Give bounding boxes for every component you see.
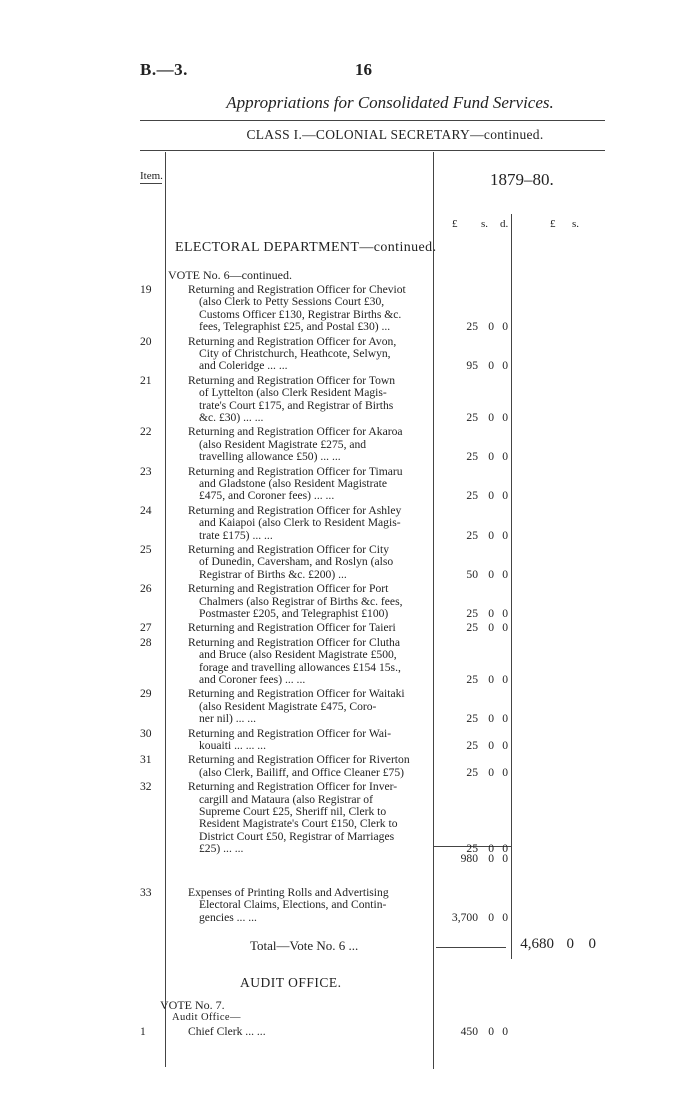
year-header: 1879–80. bbox=[490, 170, 554, 189]
class-heading: CLASS I.—COLONIAL SECRETARY—continued. bbox=[246, 127, 544, 142]
pound-header-total: £ bbox=[550, 218, 556, 230]
vote-heading: VOTE No. 6—continued. bbox=[168, 268, 292, 282]
item-description: Returning and Registration Officer for Cheviot (also Clerk to Petty Sessions Court £30, Customs Officer £130, Registrar Births &c. fees, Telegraphist £25, and Postal £30) ... bbox=[188, 283, 406, 334]
audit-office-subheading: Audit Office— bbox=[172, 1012, 241, 1023]
item-number: 31 bbox=[140, 753, 152, 767]
item-amount: 25 0 0 bbox=[466, 842, 508, 856]
title-rule bbox=[140, 120, 605, 121]
item-amount: 25 0 0 bbox=[466, 320, 508, 334]
item-amount: 3,700 0 0 bbox=[451, 910, 508, 924]
item-description: Chief Clerk ... ... bbox=[188, 1025, 266, 1038]
item-number: 21 bbox=[140, 373, 152, 387]
audit-office-heading: AUDIT OFFICE. bbox=[240, 975, 342, 990]
item-number: 32 bbox=[140, 780, 152, 794]
item-description: Returning and Registration Officer for Akaroa (also Resident Magistrate £275, and travelling allowance £50) ... ... bbox=[188, 425, 403, 464]
subtotal-amount: 980 0 0 bbox=[460, 852, 508, 865]
department-heading: ELECTORAL DEPARTMENT—continued. bbox=[175, 240, 437, 255]
pence-header: d. bbox=[500, 218, 509, 230]
item-header-underline bbox=[140, 183, 162, 184]
shilling-header-total: s. bbox=[572, 218, 580, 230]
vote-total-label: Total—Vote No. 6 ... bbox=[250, 938, 359, 953]
item-number: 20 bbox=[140, 334, 152, 348]
item-amount: 25 0 0 bbox=[466, 738, 508, 752]
pound-header: £ bbox=[452, 218, 458, 230]
item-number: 22 bbox=[140, 425, 152, 439]
shilling-header: s. bbox=[481, 218, 489, 230]
item-description: Returning and Registration Officer for Clutha and Bruce (also Resident Magistrate £500, forage and travelling allowances £154 15s., and Coroner fees) ... ... bbox=[188, 635, 401, 687]
item-amount: 25 0 0 bbox=[466, 489, 508, 503]
item-amount: 25 0 0 bbox=[466, 450, 508, 464]
item-amount: 25 0 0 bbox=[466, 712, 508, 726]
item-description: Returning and Registration Officer for Port Chalmers (also Registrar of Births &c. fees, Postmaster £205, and Telegraphist £100) bbox=[188, 582, 403, 620]
item-column-header: Item. bbox=[140, 170, 163, 182]
item-description: Expenses of Printing Rolls and Advertising Electoral Claims, Elections, and Contin- gencies ... ... bbox=[188, 886, 389, 924]
item-number: 27 bbox=[140, 621, 152, 635]
item-number: 1 bbox=[140, 1025, 146, 1038]
item-amount: 25 0 0 bbox=[466, 528, 508, 542]
item-amount: 25 0 0 bbox=[466, 672, 508, 686]
vote-7-heading: VOTE No. 7. bbox=[160, 998, 225, 1012]
item-description: Returning and Registration Officer for Riverton (also Clerk, Bailiff, and Office Cleaner £75) bbox=[188, 753, 410, 779]
item-description: Returning and Registration Officer for Waitaki (also Resident Magistrate £475, Coro- ner nil) ... ... bbox=[188, 687, 405, 726]
item-description: Returning and Registration Officer for Wai- kouaiti ... ... ... bbox=[188, 726, 392, 752]
table-top-rule bbox=[140, 150, 605, 151]
document-reference: B.—3. bbox=[140, 60, 188, 79]
item-amount: 25 0 0 bbox=[466, 606, 508, 620]
item-number: 23 bbox=[140, 464, 152, 478]
item-amount: 50 0 0 bbox=[466, 567, 508, 581]
page-title: Appropriations for Consolidated Fund Services. bbox=[226, 93, 554, 112]
item-description: Returning and Registration Officer for Timaru and Gladstone (also Resident Magistrate £475, and Coroner fees) ... ... bbox=[188, 464, 403, 503]
item-description: Returning and Registration Officer for Inver- cargill and Mataura (also Registrar of Supreme Court £25, Sheriff nil, Clerk to Resident Magistrate's Court £150, Clerk to District Court £50, Registrar of Marriages £25) ... ... bbox=[188, 780, 398, 856]
item-number: 25 bbox=[140, 543, 152, 556]
item-description: Returning and Registration Officer for Town of Lyttelton (also Clerk Resident Magis- trate's Court £175, and Registrar of Births &c. £30) ... ... bbox=[188, 373, 396, 425]
item-amount: 25 0 0 bbox=[466, 621, 508, 635]
item-number: 19 bbox=[140, 283, 152, 296]
amount-column-right-divider bbox=[511, 214, 512, 959]
item-amount: 25 0 0 bbox=[466, 410, 508, 424]
total-rule bbox=[436, 947, 506, 948]
page-number: 16 bbox=[355, 60, 372, 79]
amount-column-left-divider bbox=[433, 152, 434, 1069]
item-number: 24 bbox=[140, 503, 152, 517]
item-number: 29 bbox=[140, 687, 152, 701]
item-description: Returning and Registration Officer for Avon, City of Christchurch, Heathcote, Selwyn, and Coleridge ... ... bbox=[188, 334, 397, 373]
item-number: 33 bbox=[140, 886, 152, 899]
vote-total-amount: 4,680 0 0 bbox=[520, 936, 596, 952]
item-description: Returning and Registration Officer for City of Dunedin, Caversham, and Roslyn (also Registrar of Births &c. £200) ... bbox=[188, 543, 394, 581]
item-number: 30 bbox=[140, 726, 152, 740]
item-description: Returning and Registration Officer for Ashley and Kaiapoi (also Clerk to Resident Magis- trate £175) ... ... bbox=[188, 503, 402, 542]
item-amount: 25 0 0 bbox=[466, 765, 508, 779]
item-number: 26 bbox=[140, 582, 152, 596]
item-number: 28 bbox=[140, 635, 152, 649]
item-amount: 450 0 0 bbox=[460, 1025, 508, 1038]
item-amount: 95 0 0 bbox=[466, 359, 508, 373]
item-description: Returning and Registration Officer for Taieri bbox=[188, 621, 396, 635]
